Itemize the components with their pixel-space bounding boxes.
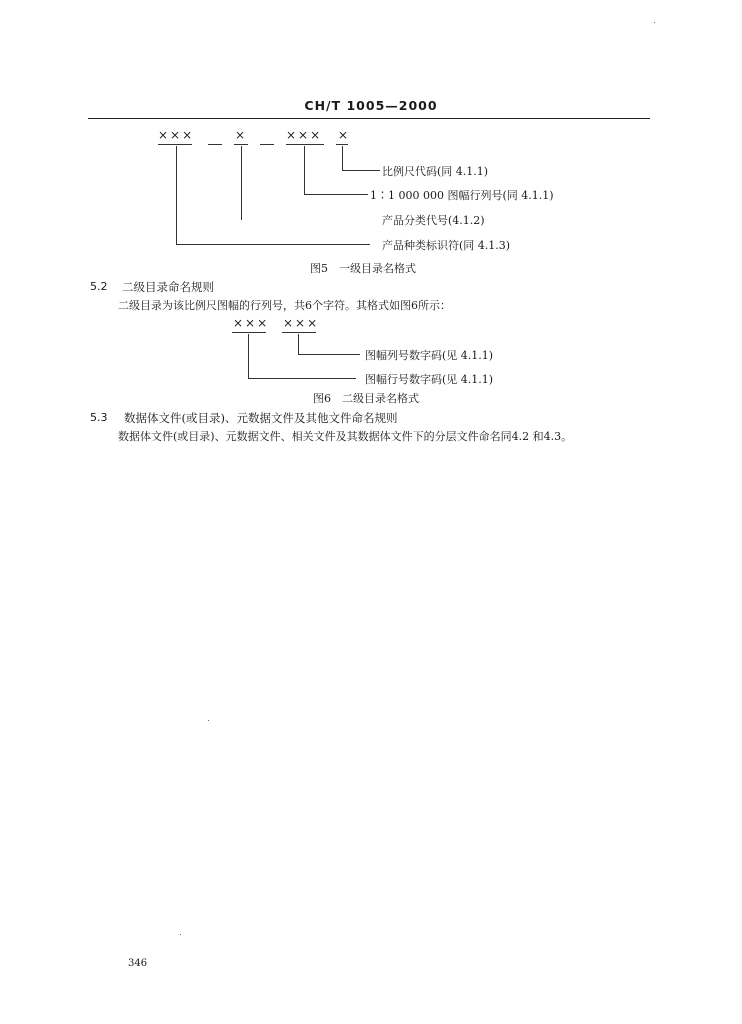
fig5-leader-sheet-vertical: [304, 146, 305, 194]
scan-speck: [654, 22, 655, 23]
fig6-leader-column-horizontal: [298, 354, 360, 355]
fig5-underline-4: [336, 144, 348, 145]
fig6-code-group-1: ×××: [233, 316, 270, 330]
fig5-label-type-identifier: 产品种类标识符(同 4.1.3): [382, 239, 511, 252]
fig6-label-column-code: 图幅列号数字码(见 4.1.1): [365, 349, 494, 362]
fig5-separator-2: [260, 144, 274, 145]
fig5-label-scale-code: 比例尺代码(同 4.1.1): [382, 165, 489, 178]
section-5-2-number: 5.2: [90, 280, 108, 293]
scan-speck: [208, 720, 209, 721]
fig5-code-group-2: ×: [235, 128, 248, 142]
fig6-leader-row-horizontal: [248, 378, 356, 379]
section-5-3-number: 5.3: [90, 411, 108, 424]
fig5-underline-3: [286, 144, 324, 145]
fig5-leader-scale-horizontal: [342, 170, 380, 171]
fig5-leader-type-horizontal: [176, 244, 370, 245]
fig5-label-category-code: 产品分类代号(4.1.2): [382, 214, 485, 227]
fig5-underline-1: [158, 144, 192, 145]
fig5-underline-2: [234, 144, 248, 145]
section-5-3-title: 数据体文件(或目录)、元数据文件及其他文件命名规则: [124, 411, 398, 425]
fig6-caption: 图6 二级目录名格式: [313, 392, 419, 405]
fig5-code-group-1: ×××: [158, 128, 195, 142]
section-5-3-body: 数据体文件(或目录)、元数据文件、相关文件及其数据体文件下的分层文件命名同4.2 和4.3。: [118, 430, 573, 443]
fig5-separator-1: [208, 144, 222, 145]
page-number: 346: [128, 958, 148, 969]
section-5-2-body: 二级目录为该比例尺图幅的行列号，共6个字符。其格式如图6所示：: [118, 299, 451, 312]
header-rule: [88, 118, 650, 119]
fig5-leader-type-vertical: [176, 146, 177, 244]
fig6-label-row-code: 图幅行号数字码(见 4.1.1): [365, 373, 494, 386]
fig6-code-group-2: ×××: [283, 316, 320, 330]
fig5-code-group-3: ×××: [286, 128, 323, 142]
scan-speck: [180, 934, 181, 935]
fig5-leader-scale-vertical: [342, 146, 343, 170]
fig5-label-sheet-number: 1∶1 000 000 图幅行列号(同 4.1.1): [370, 189, 554, 202]
fig6-leader-row-vertical: [248, 334, 249, 378]
section-5-2-title: 二级目录命名规则: [122, 280, 214, 294]
fig5-code-group-4: ×: [338, 128, 351, 142]
fig6-leader-column-vertical: [298, 334, 299, 354]
running-header: CH/T 1005—2000: [304, 98, 438, 113]
fig6-underline-2: [282, 332, 316, 333]
fig5-leader-category-vertical: [241, 146, 242, 220]
fig5-caption: 图5 一级目录名格式: [310, 262, 416, 275]
fig6-underline-1: [232, 332, 266, 333]
fig5-leader-sheet-horizontal: [304, 194, 368, 195]
